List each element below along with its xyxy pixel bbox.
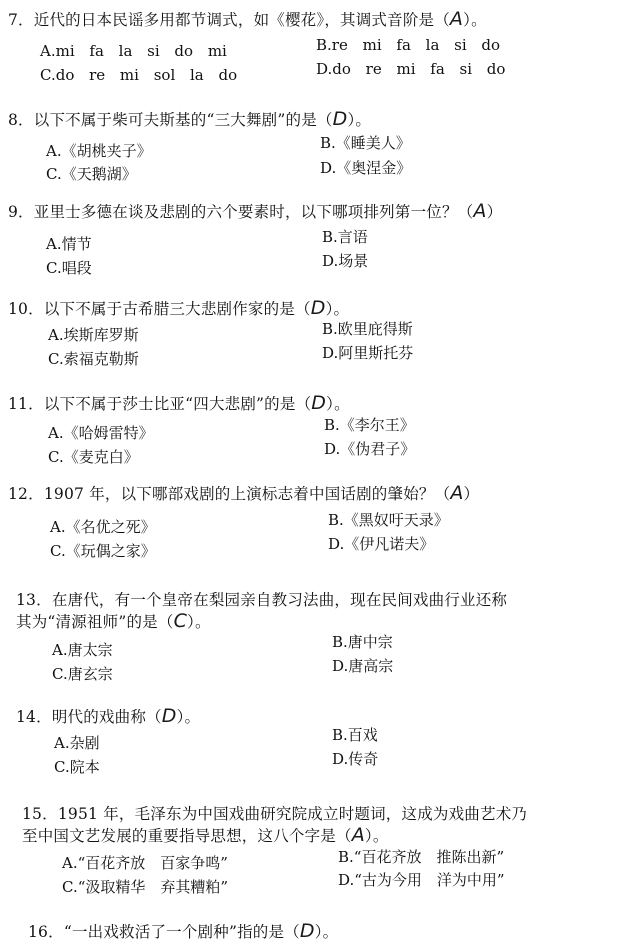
question-stem	[8, 108, 371, 130]
option-d: D.《伊凡诺夫》	[328, 535, 435, 553]
stem-end: ）。	[325, 300, 350, 318]
option-d: D.do re mi fa si do	[316, 60, 506, 78]
option-a: A.“百花齐放 百家争鸣”	[62, 854, 228, 872]
option-c: C.唱段	[46, 259, 92, 277]
handwritten-answer: D	[311, 392, 327, 414]
option-a: A.杂剧	[54, 734, 100, 752]
option-d: D.《奥涅金》	[320, 159, 412, 177]
stem-end: ）。	[364, 827, 389, 845]
option-b: B.“百花齐放 推陈出新”	[338, 848, 505, 866]
question-stem-line1: 13．在唐代，有一个皇帝在梨园亲自教习法曲，现在民间戏曲行业还称	[16, 591, 508, 609]
question-stem	[8, 392, 350, 414]
stem-end: ）。	[176, 708, 201, 726]
handwritten-answer: C	[173, 610, 188, 632]
question-stem	[28, 920, 338, 942]
option-d: D.唐高宗	[332, 657, 394, 675]
stem-text: 8．以下不属于柴可夫斯基的“三大舞剧”的是（	[8, 111, 333, 129]
option-c: C.“汲取精华 弃其糟粕”	[62, 878, 229, 896]
option-d: D.阿里斯托芬	[322, 344, 414, 362]
option-c: C.do re mi sol la do	[40, 66, 238, 84]
stem-end: ）。	[463, 11, 487, 29]
handwritten-answer: A	[450, 482, 464, 504]
option-b: B.《李尔王》	[324, 416, 415, 434]
option-b: B.《黑奴吁天录》	[328, 511, 449, 529]
stem-text: 9．亚里士多德在谈及悲剧的六个要素时，以下哪项排列第一位？（	[8, 203, 474, 221]
question-stem-line1: 15．1951 年，毛泽东为中国戏曲研究院成立时题词，这成为戏曲艺术乃	[22, 805, 528, 823]
question-stem	[16, 705, 200, 727]
handwritten-answer: A	[351, 824, 365, 846]
option-b: B.《睡美人》	[320, 134, 411, 152]
stem-text: 其为“清源祖师”的是（	[16, 613, 174, 631]
stem-end: ）。	[326, 395, 350, 413]
option-c: C.《玩偶之家》	[50, 542, 156, 560]
option-c: C.索福克勒斯	[48, 350, 139, 368]
option-c: C.《麦克白》	[48, 448, 139, 466]
option-d: D.《伪君子》	[324, 440, 416, 458]
stem-text: 7．近代的日本民谣多用都节调式，如《樱花》，其调式音阶是（	[8, 11, 450, 29]
option-b: B.百戏	[332, 726, 378, 744]
option-a: A.唐太宗	[52, 641, 113, 659]
option-a: A.《胡桃夹子》	[46, 142, 152, 160]
option-a: A.情节	[46, 235, 92, 253]
question-stem	[8, 8, 487, 30]
handwritten-answer: D	[299, 920, 315, 942]
option-a: A.《哈姆雷特》	[48, 424, 154, 442]
question-stem	[8, 200, 502, 222]
question-stem	[8, 297, 349, 319]
question-stem	[8, 482, 479, 504]
handwritten-answer: A	[473, 200, 487, 222]
option-b: B.re mi fa la si do	[316, 36, 501, 54]
handwritten-answer: D	[310, 297, 326, 319]
stem-text: 11．以下不属于莎士比亚“四大悲剧”的是（	[8, 395, 312, 413]
handwritten-answer: A	[449, 8, 464, 30]
stem-end: ）。	[187, 613, 211, 631]
handwritten-answer: D	[332, 108, 348, 130]
stem-end: ）。	[314, 923, 339, 941]
handwritten-answer: D	[161, 705, 177, 727]
question-stem	[22, 824, 389, 846]
option-d: D.场景	[322, 252, 369, 270]
stem-end: ）。	[347, 111, 372, 129]
option-a: A.mi fa la si do mi	[40, 42, 227, 60]
stem-text: 至中国文艺发展的重要指导思想，这八个字是（	[22, 827, 352, 845]
option-c: C.唐玄宗	[52, 665, 113, 683]
option-d: D.“古为今用 洋为中用”	[338, 871, 505, 889]
stem-text: 16．“一出戏救活了一个剧种”指的是（	[28, 923, 300, 941]
option-b: B.言语	[322, 228, 368, 246]
stem-text: 12．1907 年，以下哪部戏剧的上演标志着中国话剧的肇始？（	[8, 485, 451, 503]
stem-end: ）	[463, 485, 480, 503]
option-a: A.《名优之死》	[50, 518, 156, 536]
stem-text: 14．明代的戏曲称（	[16, 708, 162, 726]
option-a: A.埃斯库罗斯	[48, 326, 139, 344]
stem-text: 10．以下不属于古希腊三大悲剧作家的是（	[8, 300, 311, 318]
option-c: C.院本	[54, 758, 100, 776]
option-d: D.传奇	[332, 750, 379, 768]
stem-end: ）	[486, 203, 503, 221]
option-b: B.唐中宗	[332, 633, 393, 651]
question-stem	[16, 610, 211, 632]
option-c: C.《天鹅湖》	[46, 165, 137, 183]
option-b: B.欧里庇得斯	[322, 320, 413, 338]
